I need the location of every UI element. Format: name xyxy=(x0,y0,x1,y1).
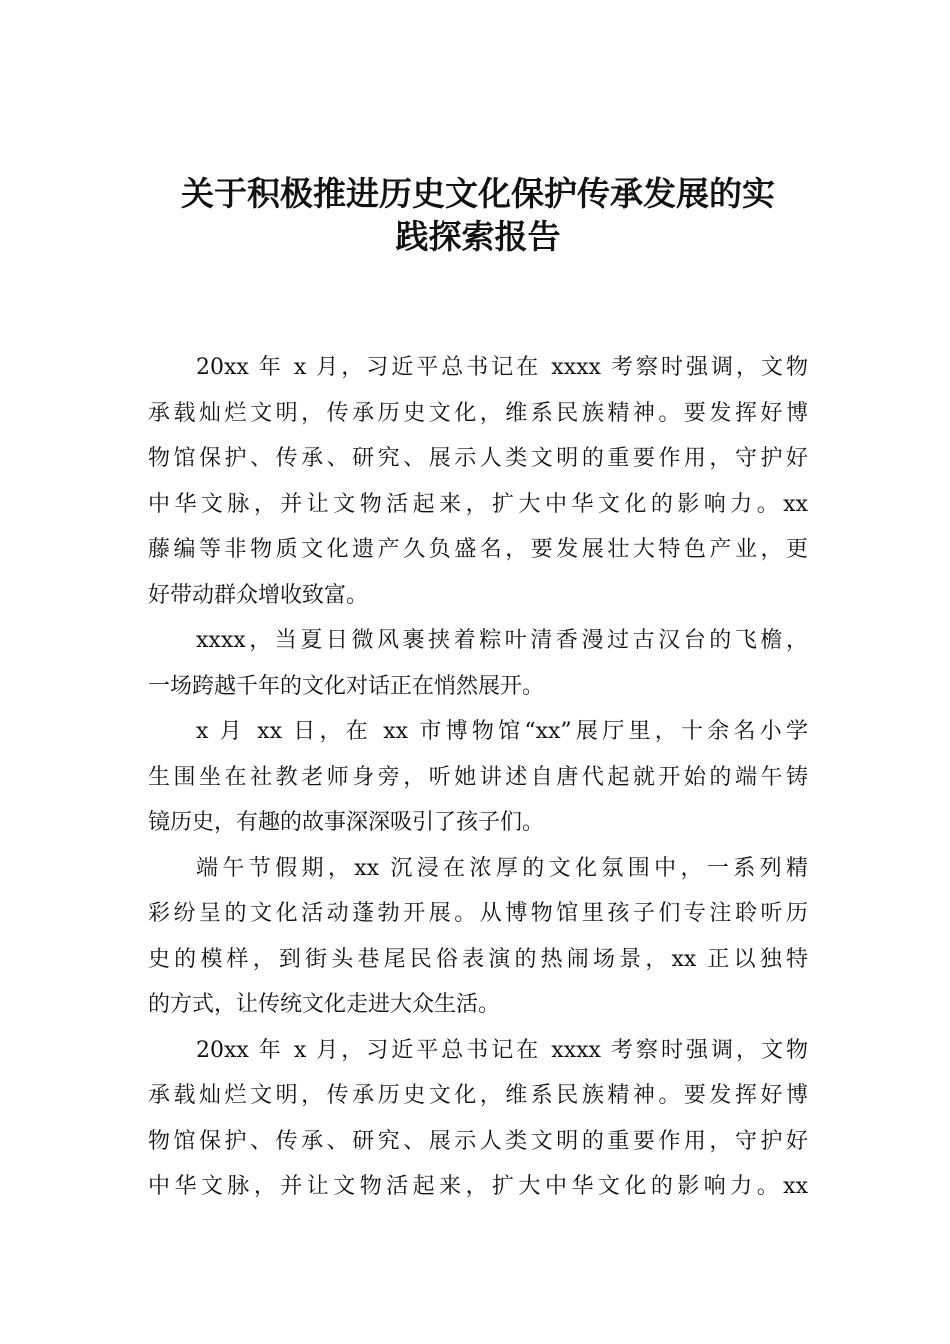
document-body xyxy=(148,345,808,1210)
text-line: 物馆保护、传承、研究、展示人类文明的重要作用，守护好 xyxy=(148,1128,808,1154)
text-line: 镜历史，有趣的故事深深吸引了孩子们。 xyxy=(148,810,545,835)
text-line: 中华文脉，并让文物活起来，扩大中华文化的影响力。xx xyxy=(148,1174,808,1199)
text-line: 的方式，让传统文化走进大众生活。 xyxy=(148,992,501,1017)
document-title-line-2: 践探索报告 xyxy=(395,217,561,256)
text-line: 20xx 年 x 月，习近平总书记在 xxxx 考察时强调，文物 xyxy=(196,355,808,380)
text-line: x 月 xx 日，在 xx 市博物馆“xx”展厅里，十余名小学 xyxy=(196,719,808,744)
document-title-line-1: 关于积极推进历史文化保护传承发展的实 xyxy=(181,174,775,213)
text-line: 藤编等非物质文化遗产久负盛名，要发展壮大特色产业，更 xyxy=(148,537,808,562)
text-line: 承载灿烂文明，传承历史文化，维系民族精神。要发挥好博 xyxy=(148,400,808,426)
text-line: 彩纷呈的文化活动蓬勃开展。从博物馆里孩子们专注聆听历 xyxy=(148,901,808,926)
text-line: 中华文脉，并让文物活起来，扩大中华文化的影响力。xx xyxy=(148,491,808,517)
text-line: xxxx，当夏日微风裹挟着粽叶清香漫过古汉台的飞檐， xyxy=(196,628,808,653)
paragraph xyxy=(148,345,808,618)
text-line: 物馆保护、传承、研究、展示人类文明的重要作用，守护好 xyxy=(148,446,808,471)
text-line: 好带动群众增收致富。 xyxy=(148,582,369,608)
paragraph xyxy=(148,846,808,1028)
paragraph xyxy=(148,1028,808,1210)
text-line: 史的模样，到街头巷尾民俗表演的热闹场景，xx 正以独特 xyxy=(148,946,808,972)
text-line: 20xx 年 x 月，习近平总书记在 xxxx 考察时强调，文物 xyxy=(196,1037,808,1063)
text-line: 一场跨越千年的文化对话正在悄然展开。 xyxy=(148,673,545,699)
paragraph xyxy=(148,618,808,709)
text-line: 承载灿烂文明，传承历史文化，维系民族精神。要发挥好博 xyxy=(148,1083,808,1108)
text-line: 生围坐在社教老师身旁，听她讲述自唐代起就开始的端午铸 xyxy=(148,764,808,790)
paragraph xyxy=(148,709,808,846)
text-line: 端午节假期，xx 沉浸在浓厚的文化氛围中，一系列精 xyxy=(196,855,808,881)
